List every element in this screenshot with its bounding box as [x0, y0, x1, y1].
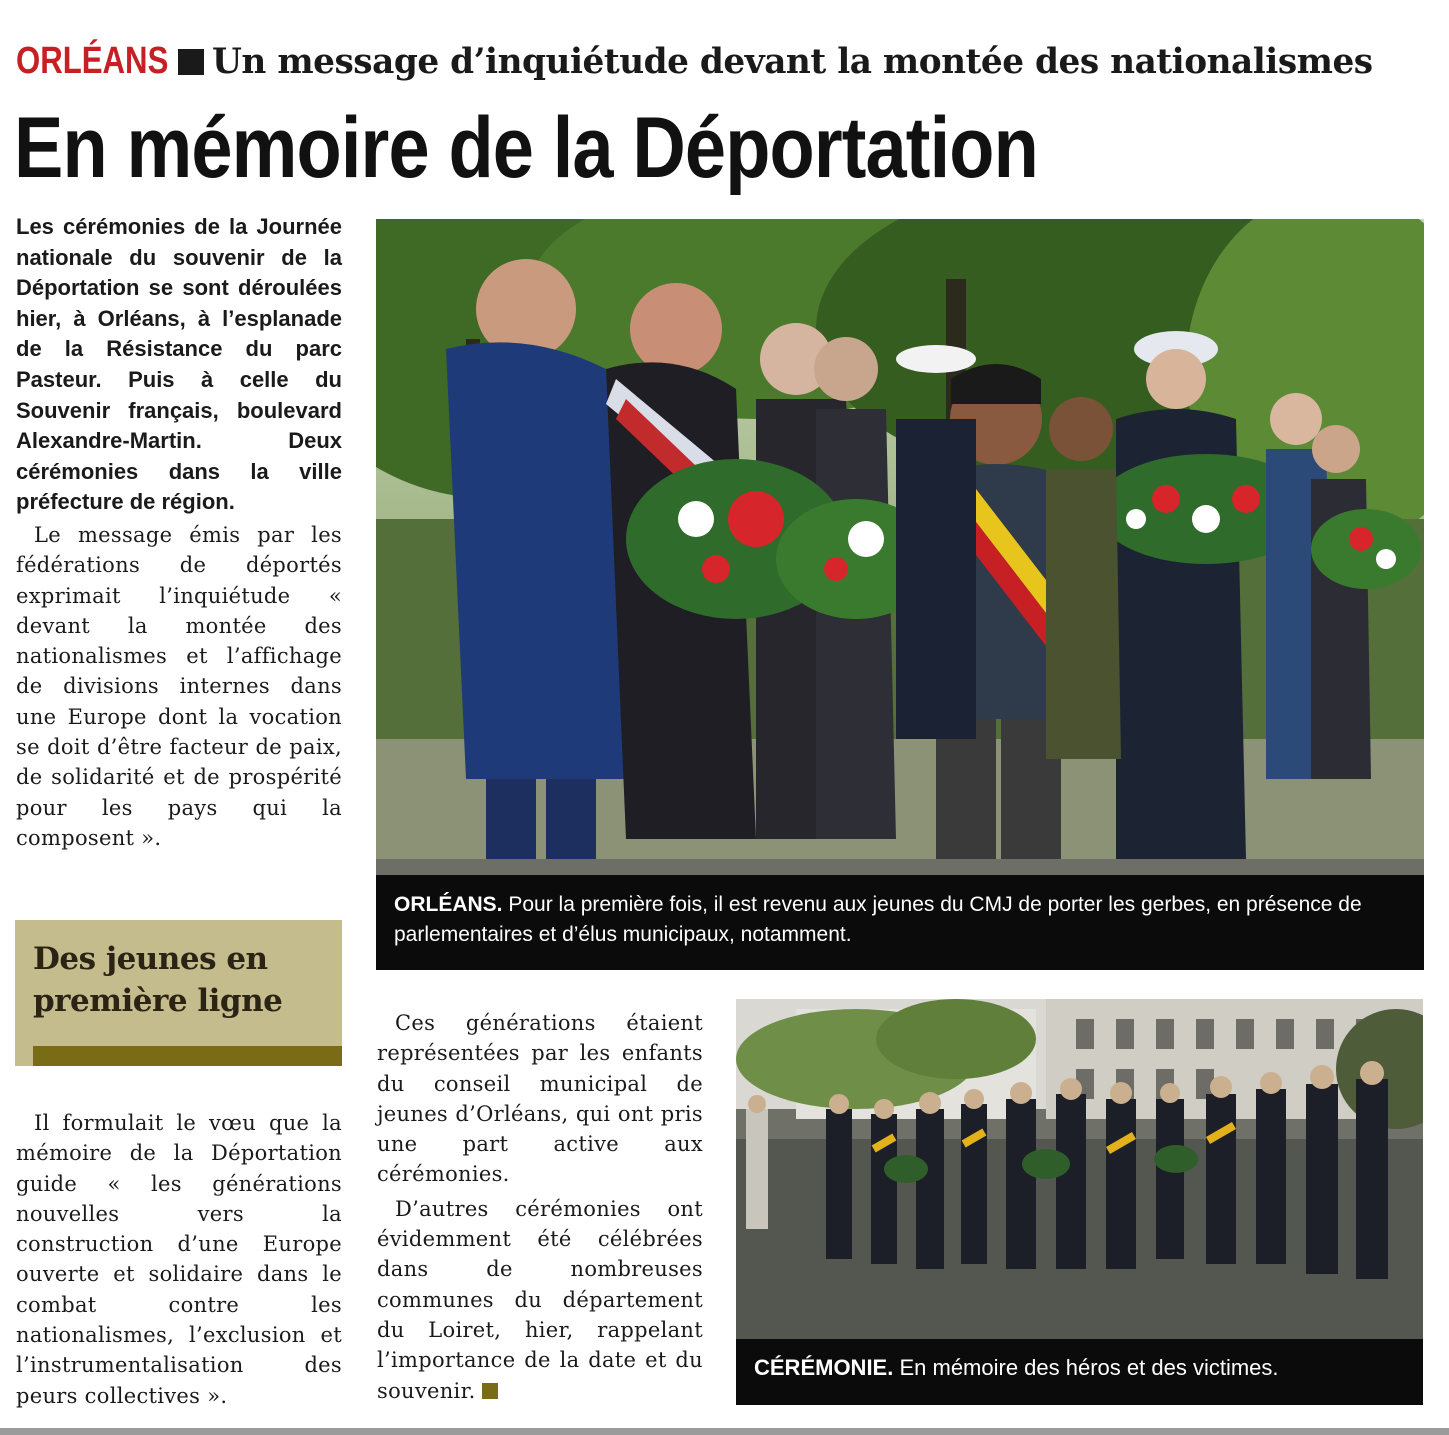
sidebar-box-rule	[33, 1046, 342, 1066]
headline: En mémoire de la Déportation	[14, 100, 1038, 196]
left-column	[16, 212, 342, 853]
photo-wreath-ceremony-image	[376, 219, 1424, 970]
caption-label-ceremonie: CÉRÉMONIE.	[754, 1355, 894, 1380]
photo-ceremony-procession	[736, 999, 1423, 1405]
photo-wreath-ceremony	[376, 219, 1424, 970]
kicker-square-icon	[178, 49, 204, 75]
kicker-place: ORLÉANS	[16, 40, 169, 82]
paragraph-1: Le message émis par les fédérations de déportés exprimait l’inquiétude « devant la montée des nationalismes et l’affichage de divisions internes dans une Europe dont la vocation se doit d’être facteur de paix, de solidarité et de prospérité pour les pays qui la composent ».	[16, 522, 342, 850]
paragraph-4-text: D’autres cérémonies ont évidemment été célébrées dans de nombreuses communes du département du Loiret, hier, rappelant l’importance de la date et du souvenir.	[377, 1196, 703, 1403]
paragraph-4	[377, 1194, 703, 1406]
caption-label-orleans: ORLÉANS.	[394, 893, 503, 916]
photo-ceremony-procession-caption	[736, 1339, 1423, 1405]
lead-paragraph: Les cérémonies de la Journée nationale du souvenir de la Déportation se sont déroulées hier, à Orléans, à l’esplanade de la Résistance du parc Pasteur. Puis à celle du Souvenir français, boulevard Alexandre-Martin. Deux cérémonies dans la ville préfecture de région.	[16, 214, 342, 515]
bottom-rule	[0, 1428, 1449, 1435]
paragraph-3: Ces générations étaient représentées par les enfants du conseil municipal de jeunes d’Orléans, qui ont pris une part active aux cérémonies.	[377, 1011, 703, 1187]
kicker-subtitle: Un message d’inquiétude devant la montée des nationalismes	[211, 41, 1373, 82]
end-mark-icon	[482, 1383, 498, 1399]
left-column-lower	[16, 1108, 342, 1411]
paragraph-2: Il formulait le vœu que la mémoire de la Déportation guide « les générations nouvelles vers la construction d’une Europe ouverte et solidaire dans le combat contre les nationalismes, l’exclusion et l’instrumentalisation des peurs collectives ».	[16, 1111, 342, 1408]
middle-column	[377, 1008, 703, 1406]
caption-text-orleans: Pour la première fois, il est revenu aux jeunes du CMJ de porter les gerbes, en présence de parlementaires et d’élus municipaux, notamment.	[394, 893, 1362, 946]
sidebar-box	[15, 920, 342, 1066]
photo-wreath-ceremony-caption	[376, 875, 1424, 970]
caption-text-ceremonie: En mémoire des héros et des victimes.	[893, 1355, 1279, 1380]
sidebar-box-title: Des jeunes en première ligne	[33, 941, 283, 1019]
kicker	[16, 40, 1436, 92]
